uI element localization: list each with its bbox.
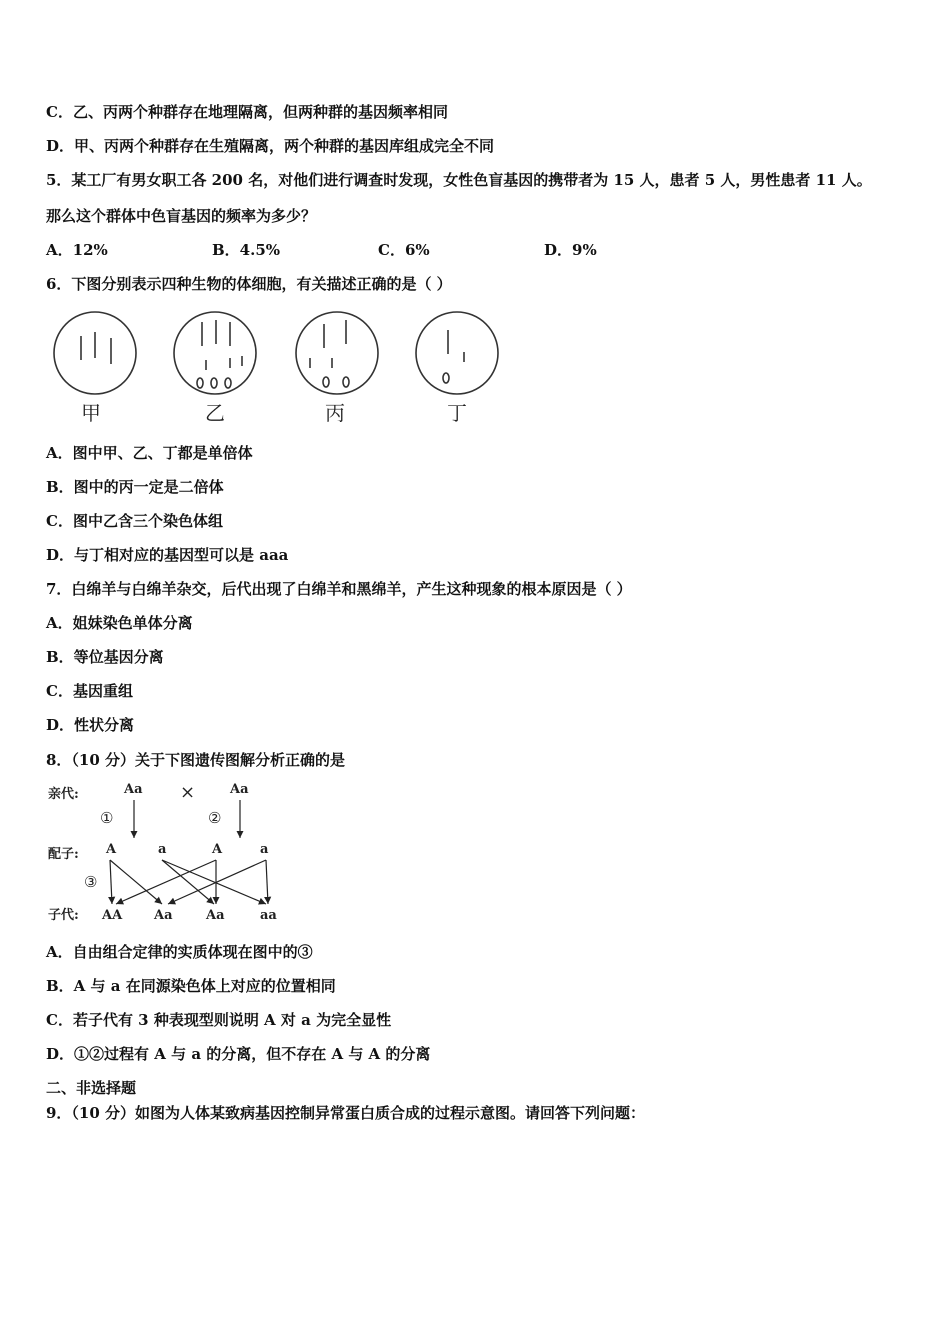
cell-label-jia: 甲	[81, 401, 101, 425]
q7-stem: 7．白绵羊与白绵羊杂交，后代出现了白绵羊和黑绵羊，产生这种现象的根本原因是（ ）	[46, 580, 632, 598]
offspring-3: Aa	[206, 908, 225, 923]
gamete-4: a	[260, 842, 269, 857]
gamete-1: A	[106, 842, 117, 857]
q5-option-a: A．12%	[46, 241, 108, 259]
q6-stem: 6．下图分别表示四种生物的体细胞，有关描述正确的是（ ）	[46, 275, 452, 293]
cross-symbol: ×	[180, 782, 196, 803]
q6-option-a: A．图中甲、乙、丁都是单倍体	[46, 444, 253, 462]
offspring-4: aa	[260, 908, 277, 923]
gamete-2: a	[158, 842, 167, 857]
q8-stem: 8．（10 分）关于下图遗传图解分析正确的是	[46, 751, 346, 769]
q6-option-b: B．图中的丙一定是二倍体	[46, 478, 224, 496]
q6-cells-figure	[46, 306, 516, 430]
q5-option-b: B．4.5%	[212, 241, 281, 259]
cell-ding	[416, 312, 498, 394]
q5-options	[46, 240, 597, 260]
step2-marker: ②	[208, 809, 222, 827]
gametes-label: 配子:	[48, 847, 79, 862]
q9-stem: 9．（10 分）如图为人体某致病基因控制异常蛋白质合成的过程示意图。请回答下列问题：	[46, 1104, 646, 1122]
parents-label: 亲代:	[48, 787, 79, 802]
cell-label-ding: 丁	[447, 401, 467, 425]
q5-option-d: D．9%	[544, 241, 597, 259]
offspring-2: Aa	[154, 908, 173, 923]
q5-stem-line2: 那么这个群体中色盲基因的频率为多少？	[46, 207, 317, 225]
cell-label-yi: 乙	[205, 401, 225, 425]
q7-option-d: D．性状分离	[46, 716, 135, 734]
offspring-label: 子代:	[48, 908, 79, 923]
q5-option-c: C．6%	[378, 241, 430, 259]
offspring-1: AA	[102, 908, 123, 923]
cell-label-bing: 丙	[325, 401, 345, 425]
q8-option-c: C．若子代有 3 种表现型则说明 A 对 a 为完全显性	[46, 1011, 392, 1029]
q4-option-c: C．乙、丙两个种群存在地理隔离，但两种群的基因频率相同	[46, 103, 448, 121]
q6-option-d: D．与丁相对应的基因型可以是 aaa	[46, 546, 289, 564]
q5-stem-line1: 5．某工厂有男女职工各 200 名，对他们进行调查时发现，女性色盲基因的携带者为 15 人，患者 5 人，男性患者 11 人。	[46, 171, 872, 189]
q8-genetic-diagram	[44, 778, 294, 928]
cell-bing	[296, 312, 378, 394]
step1-marker: ①	[100, 809, 114, 827]
q7-option-b: B．等位基因分离	[46, 648, 164, 666]
q7-option-c: C．基因重组	[46, 682, 133, 700]
parent2: Aa	[230, 782, 249, 797]
q6-option-c: C．图中乙含三个染色体组	[46, 512, 223, 530]
gamete-3: A	[212, 842, 223, 857]
q7-option-a: A．姐妹染色单体分离	[46, 614, 193, 632]
parent1: Aa	[124, 782, 143, 797]
cell-yi	[174, 312, 256, 394]
section2-title: 二、非选择题	[46, 1079, 137, 1097]
step3-marker: ③	[84, 873, 98, 891]
q4-option-d: D．甲、丙两个种群存在生殖隔离，两个种群的基因库组成完全不同	[46, 137, 495, 155]
q8-option-a: A．自由组合定律的实质体现在图中的③	[46, 943, 313, 961]
q8-option-b: B．A 与 a 在同源染色体上对应的位置相同	[46, 977, 336, 995]
q8-option-d: D．①②过程有 A 与 a 的分离，但不存在 A 与 A 的分离	[46, 1045, 431, 1063]
